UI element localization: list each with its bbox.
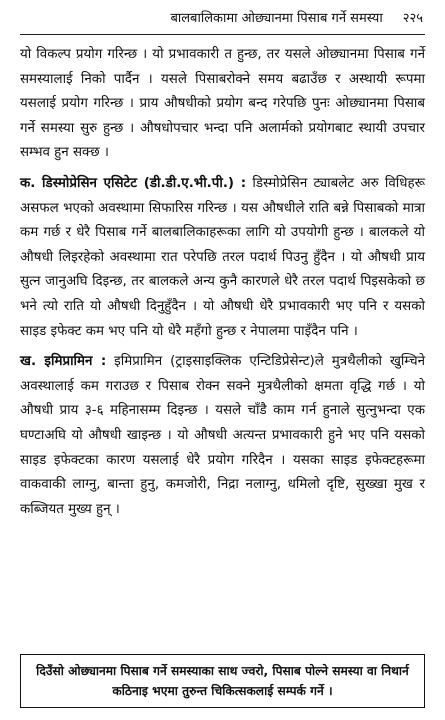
desmopressin-heading: क. डिस्मोप्रेसिन एसिटेट (डी.डी.ए.भी.पी.) : — [20, 175, 247, 191]
paragraph-intro: यो विकल्प प्रयोग गरिन्छ । यो प्रभावकारी त हुन्छ, तर यसले ओछ्यानमा पिसाब गर्ने समस्यालाई निको पार्दैन । यसले पिसाबरोक्ने समय बढाउँछ र अस्थायी रूपमा यसलाई प्रयोग गरिन्छ । प्राय औषधीको प्रयोग बन्द गरेपछि पुनः ओछ्यानमा पिसाब गर्ने समस्या सुरु हुन्छ । औषधोपचार भन्दा पनि अलार्मको प्रयोगबाट स्थायी उपचार सम्भव हुन सक्छ । — [20, 47, 425, 161]
running-header — [20, 0, 425, 35]
imipramine-heading: ख. इमिप्रामिन : — [20, 354, 107, 370]
header-title: बालबालिकामा ओछ्यानमा पिसाब गर्ने समस्या — [170, 11, 383, 26]
paragraph-desmopressin — [20, 172, 425, 344]
desmopressin-text: डिस्मोप्रेसिन ट्याबलेट अरु विधिहरू असफल भएको अवस्थामा सिफारिस गरिन्छ । यस औषधीले राति बन्ने पिसाबको मात्रा कम गर्छ र धेरै पिसाब गर्ने बालबालिकाहरूका लागि यो उपयोगी हुन्छ । बालकले यो औषधी लिइरहेको अवस्थामा रात परेपछि तरल पदार्थ पिउनु हुँदैन । यो औषधी प्राय सुत्न जानुअघि दिइन्छ, तर बालकले अन्य कुनै कारणले धेरै तरल पदार्थ पिइसकेको छ भने त्यो राति यो औषधी दिनुहुँदैन । यो औषधी धेरै प्रभावकारी भए पनि र यसको साइड इफेक्ट कम भए पनि यो धेरै महँगो हुन्छ र नेपालमा पाइँदैन पनि । — [20, 175, 425, 339]
imipramine-text: इमिप्रामिन (ट्राइसाइक्लिक एन्टिडिप्रेसेन्ट)ले मुत्रथैलीको खुम्चिने अवस्थालाई कम गराउछ र पिसाब रोक्न सक्ने मुत्रथैलीको क्षमता वृद्धि गर्छ । यो औषधी प्राय ३-६ महिनासम्म दिइन्छ । यसले चाँडै काम गर्न हुनाले सुत्नुभन्दा एक घण्टाअघि यो औषधी खाइन्छ । यो औषधी अत्यन्त प्रभावकारी हुने भए पनि यसको साइड इफेक्टका कारण यसलाई धेरै प्रयोग गरिदैन । यसका साइड इफेक्टहरूमा वाकवाकी लाग्नु, बान्ता हुनु, कमजोरी, निद्रा नलाग्नु, धमिलो दृष्टि, सुख्खा मुख र कब्जियत मुख्य हुन् । — [20, 354, 426, 517]
paragraph-imipramine — [20, 350, 425, 522]
warning-notice-box: दिउँसो ओछ्यानमा पिसाब गर्ने समस्याका साथ ज्वरो, पिसाब पोल्ने समस्या वा निथार्न कठिनाइ भएमा तुरुन्त चिकित्सकलाई सम्पर्क गर्ने । — [20, 654, 425, 708]
page-number: २२५ — [402, 11, 423, 26]
